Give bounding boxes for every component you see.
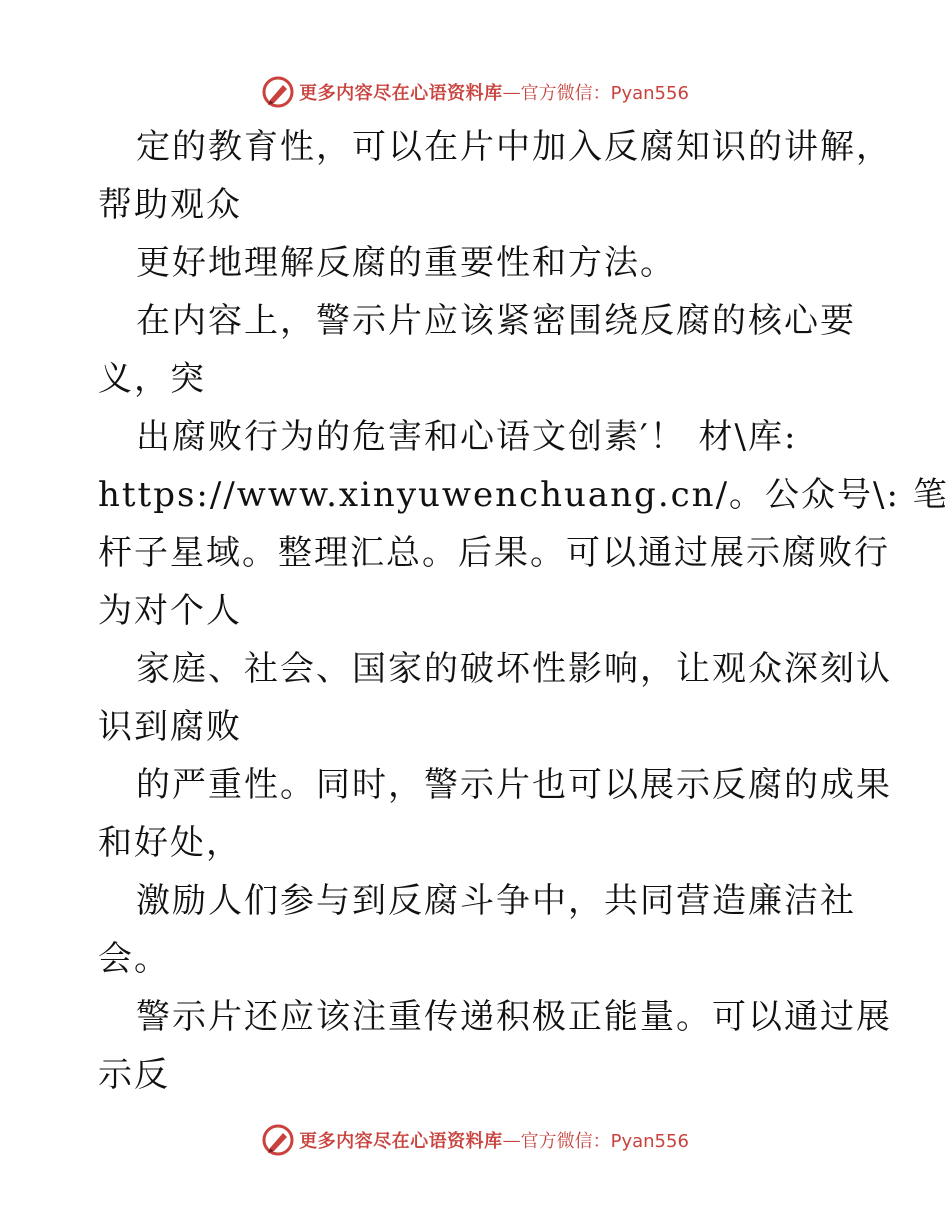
body-line: 更好地理解反腐的重要性和方法。 bbox=[136, 243, 676, 283]
footer-wechat-text: 官方微信：Pyan556 bbox=[520, 1131, 689, 1152]
footer-banner bbox=[0, 1120, 950, 1160]
body-line: 识到腐败 bbox=[98, 707, 242, 747]
body-line: 激励人们参与到反腐斗争中，共同营造廉洁社 bbox=[136, 881, 856, 921]
body-line: https://www.xinyuwenchuang.cn/。公众号\: 笔 bbox=[98, 475, 949, 515]
document-body bbox=[98, 118, 949, 1104]
pen-logo-icon bbox=[261, 1123, 295, 1157]
body-line: 的严重性。同时，警示片也可以展示反腐的成果 bbox=[136, 765, 892, 805]
body-line: 出腐败行为的危害和心语文创素′！ 材\库: bbox=[136, 417, 798, 457]
header-separator: — bbox=[502, 81, 521, 103]
header-promo-text: 更多内容尽在心语资料库 bbox=[299, 83, 503, 104]
body-line: 帮助观众 bbox=[98, 185, 242, 225]
pen-logo-icon bbox=[261, 75, 295, 109]
body-line: 杆子星域。整理汇总。后果。可以通过展示腐败行 bbox=[98, 533, 890, 573]
body-line: 义，突 bbox=[98, 359, 206, 399]
footer-promo-text: 更多内容尽在心语资料库 bbox=[299, 1131, 503, 1152]
body-line: 警示片还应该注重传递积极正能量。可以通过展 bbox=[136, 997, 892, 1037]
body-line: 为对个人 bbox=[98, 591, 242, 631]
body-line: 和好处， bbox=[98, 823, 242, 863]
body-line: 会。 bbox=[98, 939, 170, 979]
body-line: 在内容上，警示片应该紧密围绕反腐的核心要 bbox=[136, 301, 856, 341]
header-banner bbox=[0, 72, 950, 112]
footer-separator: — bbox=[502, 1129, 521, 1151]
body-line: 定的教育性，可以在片中加入反腐知识的讲解， bbox=[136, 127, 892, 167]
header-wechat-text: 官方微信：Pyan556 bbox=[520, 83, 689, 104]
body-line: 示反 bbox=[98, 1055, 170, 1095]
body-line: 家庭、社会、国家的破坏性影响，让观众深刻认 bbox=[136, 649, 892, 689]
